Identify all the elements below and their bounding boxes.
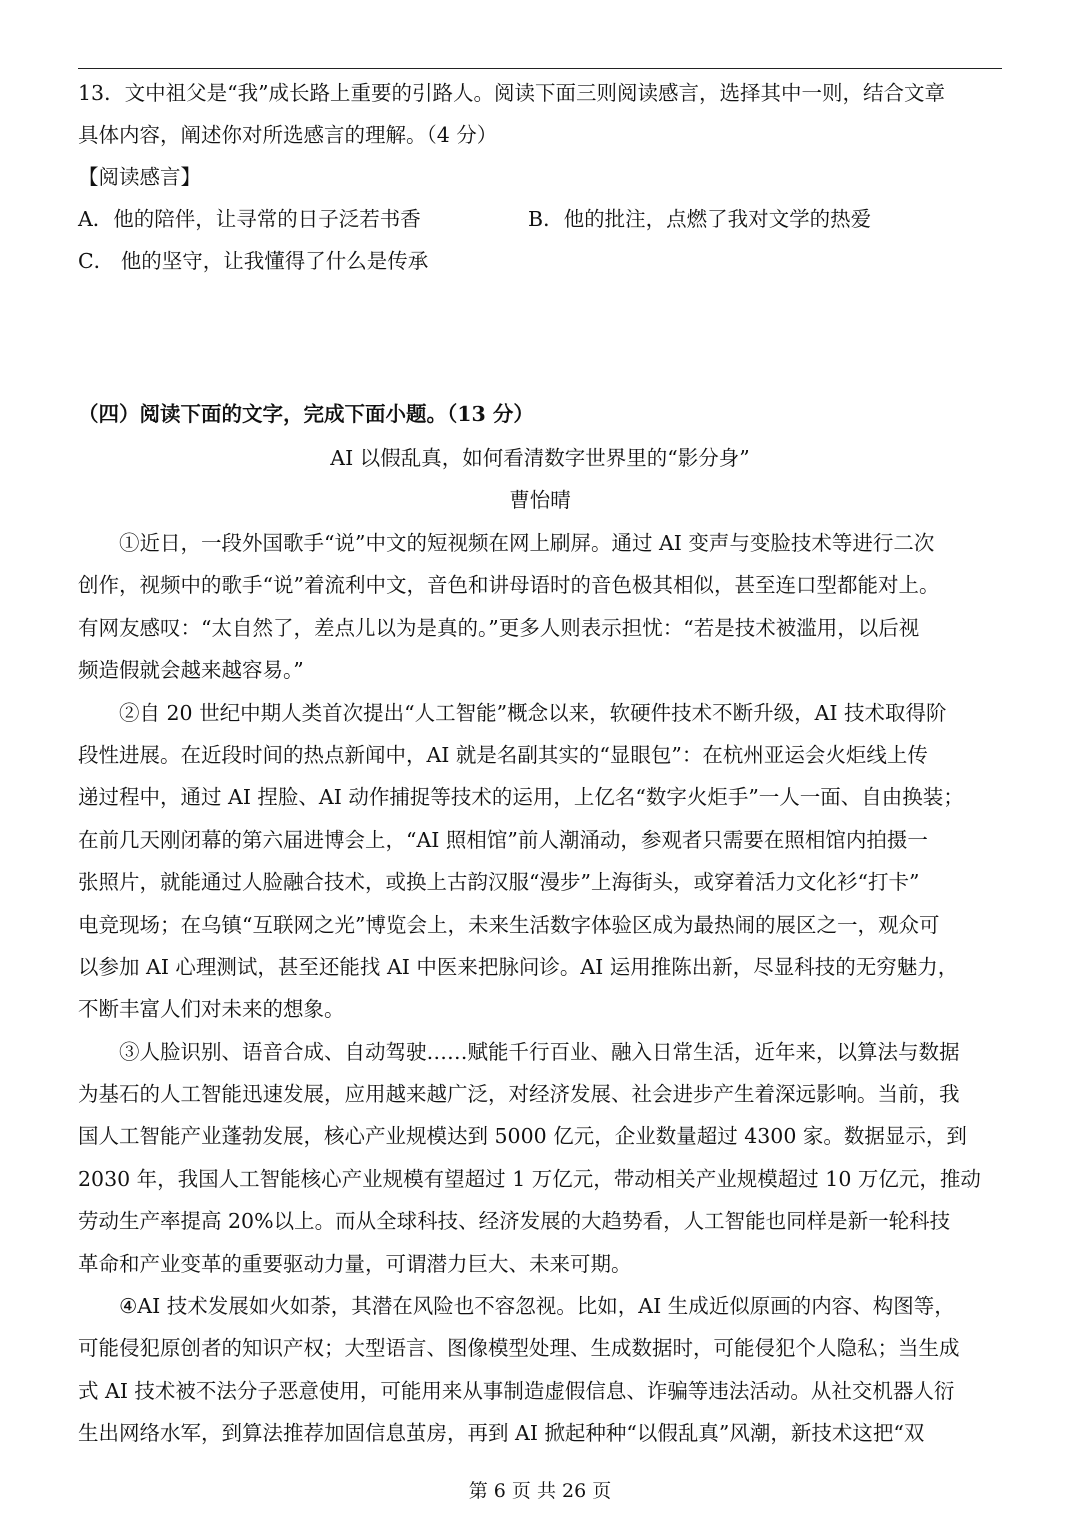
- paragraph-line: 段性进展。在近段时间的热点新闻中，AI 就是名副其实的“显眼包”：在杭州亚运会火炬线上传: [78, 742, 928, 767]
- page-footer: 第 6 页 共 26 页: [468, 1480, 612, 1502]
- paragraph-line: 创作，视频中的歌手“说”着流利中文，音色和讲母语时的音色极其相似，甚至连口型都能对上。: [78, 573, 940, 598]
- question-13-line: 13．文中祖父是“我”成长路上重要的引路人。阅读下面三则阅读感言，选择其中一则，结合文章: [78, 81, 946, 105]
- top-rule: [78, 68, 1002, 69]
- paragraph-line: 频造假就会越来越容易。”: [78, 658, 304, 683]
- paragraph-line: 电竞现场；在乌镇“互联网之光”博览会上，未来生活数字体验区成为最热闹的展区之一，观众可: [78, 912, 940, 937]
- article-author: 曹怡晴: [509, 488, 571, 512]
- paragraph-line: ①近日，一段外国歌手“说”中文的短视频在网上刷屏。通过 AI 变声与变脸技术等进行二次: [119, 531, 935, 555]
- question-13-line: 具体内容，阐述你对所选感言的理解。（4 分）: [78, 123, 498, 147]
- paragraph-line: 为基石的人工智能迅速发展，应用越来越广泛，对经济发展、社会进步产生着深远影响。当前，我: [78, 1082, 960, 1107]
- paragraph-line: 生出网络水军，到算法推荐加固信息茧房，再到 AI 掀起种种“以假乱真”风潮，新技术这把“双: [78, 1421, 925, 1446]
- paragraph-line: 不断丰富人们对未来的想象。: [78, 997, 345, 1022]
- paragraph-line: ②自 20 世纪中期人类首次提出“人工智能”概念以来，软硬件技术不断升级，AI 技术取得阶: [119, 700, 947, 725]
- question-13: [78, 72, 1002, 198]
- article-title: AI 以假乱真，如何看清数字世界里的“影分身”: [330, 446, 750, 470]
- option-c: C． 他的坚守，让我懂得了什么是传承: [78, 249, 429, 273]
- option-a: A．他的陪伴，让寻常的日子泛若书香: [78, 207, 421, 231]
- paragraph-line: 革命和产业变革的重要驱动力量，可谓潜力巨大、未来可期。: [78, 1251, 632, 1276]
- paragraph-4: [78, 1285, 1002, 1455]
- paragraph-line: 可能侵犯原创者的知识产权；大型语言、图像模型处理、生成数据时，可能侵犯个人隐私；当生成: [78, 1336, 960, 1361]
- paragraph-line: 以参加 AI 心理测试，甚至还能找 AI 中医来把脉问诊。AI 运用推陈出新，尽显科技的无穷魅力，: [78, 954, 959, 979]
- reading-comments-label: 【阅读感言】: [78, 165, 201, 189]
- paragraph-line: 劳动生产率提高 20%以上。而从全球科技、经济发展的大趋势看，人工智能也同样是新一轮科技: [78, 1209, 951, 1234]
- paragraph-line: 张照片，就能通过人脸融合技术，或换上古韵汉服“漫步”上海街头，或穿着活力文化衫“打卡”: [78, 870, 920, 895]
- paragraph-3: [78, 1031, 1002, 1285]
- paragraph-line: ④AI 技术发展如火如荼，其潜在风险也不容忽视。比如，AI 生成近似原画的内容、构图等，: [119, 1294, 955, 1319]
- paragraph-line: 国人工智能产业蓬勃发展，核心产业规模达到 5000 亿元，企业数量超过 4300 家。数据显示，到: [78, 1124, 967, 1149]
- option-b: B．他的批注，点燃了我对文学的热爱: [528, 207, 872, 231]
- paragraph-line: 2030 年，我国人工智能核心产业规模有望超过 1 万亿元，带动相关产业规模超过 10 万亿元，推动: [78, 1166, 981, 1191]
- section-heading: （四）阅读下面的文字，完成下面小题。（13 分）: [78, 402, 534, 426]
- paragraph-2: [78, 692, 1002, 1031]
- paragraph-line: ③人脸识别、语音合成、自动驾驶……赋能千行百业、融入日常生活，近年来，以算法与数据: [119, 1039, 960, 1064]
- paragraph-line: 有网友感叹：“太自然了，差点儿以为是真的。”更多人则表示担忧：“若是技术被滥用，以后视: [78, 615, 920, 640]
- article-body: [78, 522, 1002, 1455]
- paragraph-1: [78, 522, 1002, 692]
- paragraph-line: 递过程中，通过 AI 捏脸、AI 动作捕捉等技术的运用，上亿名“数字火炬手”一人一面、自由换装；: [78, 785, 964, 810]
- paragraph-line: 式 AI 技术被不法分子恶意使用，可能用来从事制造虚假信息、诈骗等违法活动。从社交机器人衍: [78, 1378, 955, 1403]
- paragraph-line: 在前几天刚闭幕的第六届进博会上，“AI 照相馆”前人潮涌动，参观者只需要在照相馆内拍摄一: [78, 827, 928, 852]
